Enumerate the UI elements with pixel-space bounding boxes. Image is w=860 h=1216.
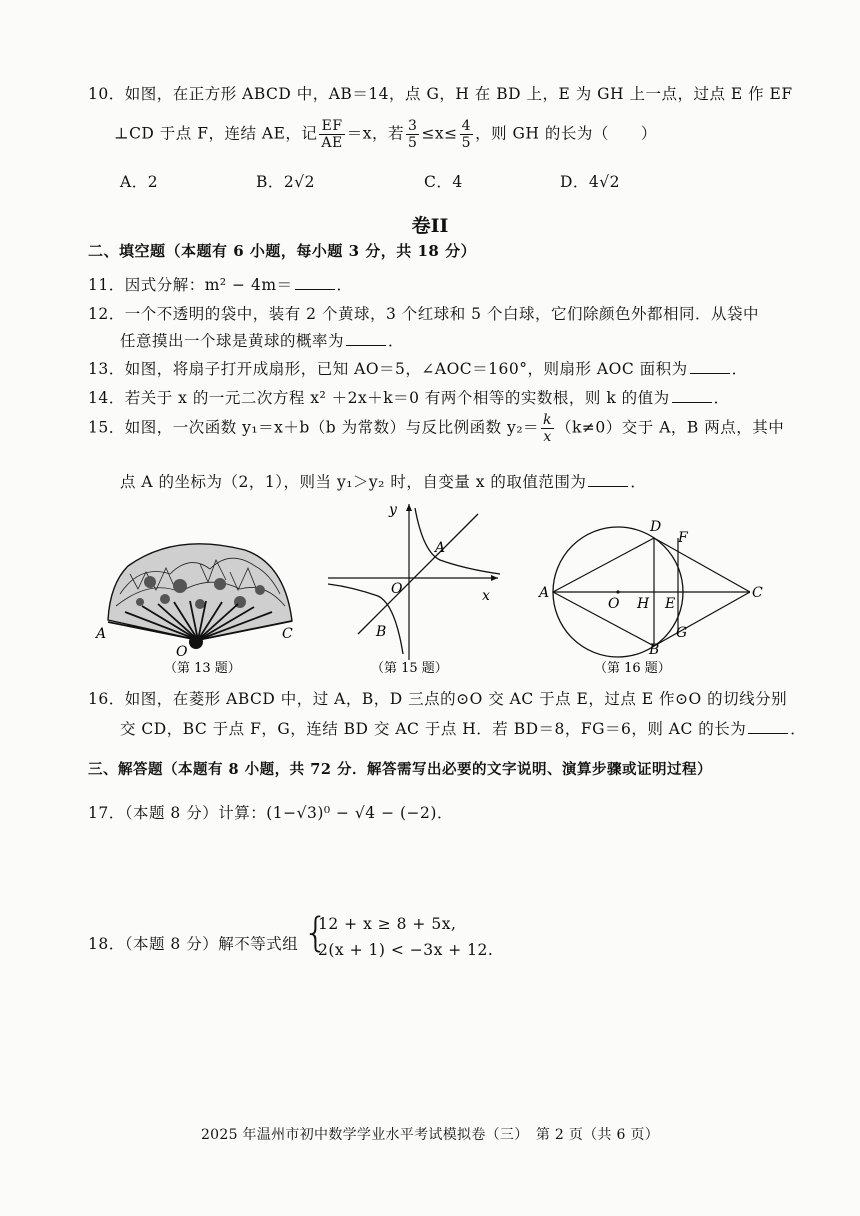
q10-option-c: C．4 (424, 173, 463, 191)
q14-text: 14．若关于 x 的一元二次方程 x² ＋2x＋k＝0 有两个相等的实数根，则 k 的值为 (88, 389, 670, 407)
fig16-label-f: F (678, 530, 688, 546)
q11-answer-blank[interactable] (295, 275, 335, 290)
fig15-label-b: B (376, 624, 387, 640)
q13-answer-blank[interactable] (690, 359, 730, 374)
figures-row (80, 494, 800, 684)
q15-line1 (88, 412, 784, 445)
q10-option-d: D．4√2 (560, 173, 621, 191)
q15-line2-text: 点 A 的坐标为（2，1），则当 y₁＞y₂ 时，自变量 x 的取值范围为 (120, 473, 587, 491)
q10-frac-ef (319, 118, 344, 151)
fig15-label-y: y (389, 502, 397, 518)
q16-line2-text: 交 CD，BC 于点 F，G，连结 BD 交 AC 于点 H．若 BD＝8，FG＝6，则 AC 的长为 (120, 720, 747, 738)
q18-brace: { (303, 910, 329, 956)
q15-frac (541, 412, 554, 445)
q11 (88, 273, 353, 295)
q10-frac-hi-num: 4 (461, 118, 472, 134)
q15-line1-post: （k≠0）交于 A，B 两点，其中 (556, 418, 785, 437)
fig16-label-g: G (676, 625, 688, 641)
q10-frac-ef-den: AE (321, 135, 343, 151)
q10-eq-x: ＝x，若 (346, 124, 405, 143)
q16-answer-blank[interactable] (748, 719, 788, 734)
q16-post: ． (790, 720, 807, 738)
fig15-caption: （第 15 题） (371, 661, 448, 676)
circle-rhombus-figure (537, 519, 763, 676)
fig15-label-x: x (482, 588, 490, 604)
function-graph-figure (328, 502, 500, 676)
part2-heading: 二、填空题（本题有 6 小题，每小题 3 分，共 18 分） (88, 242, 477, 260)
fig16-label-o: O (608, 596, 620, 612)
q18-label: 18．（本题 8 分）解不等式组 (88, 935, 299, 953)
q18-ineq1: 12 + x ≥ 8 + 5x, (318, 915, 457, 933)
section-title: 卷II (411, 215, 449, 237)
fan-pivot (189, 635, 203, 649)
fig16-label-d: D (650, 519, 662, 535)
q16-line1: 16．如图，在菱形 ABCD 中，过 A，B，D 三点的⊙O 交 AC 于点 E，过点 E 作⊙O 的切线分别 (88, 690, 788, 708)
q10-line2 (114, 118, 657, 151)
q10-frac-ef-num: EF (319, 118, 344, 135)
q10-frac-lo-num: 3 (408, 118, 418, 134)
q12-line2 (120, 329, 404, 351)
q10-option-b: B．2√2 (256, 173, 315, 191)
q14-answer-blank[interactable] (672, 388, 712, 403)
q10-line2-pre: ⊥CD 于点 F，连结 AE，记 (114, 124, 318, 143)
q18-ineq2: 2(x + 1) < −3x + 12. (318, 941, 494, 959)
fig13-label-a: A (96, 626, 107, 642)
q16-line2 (120, 717, 806, 739)
q14-post: ． (713, 389, 730, 407)
page-footer: 2025 年温州市初中数学学业水平考试模拟卷（三） 第 2 页（共 6 页） (200, 1127, 660, 1143)
q12-line2-text: 任意摸出一个球是黄球的概率为 (120, 332, 345, 350)
q15-post: ． (630, 473, 647, 491)
fig16-label-e: E (665, 596, 676, 612)
q15-frac-num: k (543, 412, 553, 428)
part3-heading: 三、解答题（本题有 8 小题，共 72 分．解答需写出必要的文字说明、演算步骤或证明过程） (88, 761, 712, 778)
q10-range: ≤x≤ (421, 124, 458, 143)
q10-frac-lo-den: 5 (408, 135, 418, 151)
q12-line1: 12．一个不透明的袋中，装有 2 个黄球，3 个红球和 5 个白球，它们除颜色外都相同．从袋中 (88, 305, 759, 323)
fig13-label-c: C (282, 626, 293, 642)
fig16-label-c: C (752, 585, 763, 601)
fig16-caption: （第 16 题） (594, 661, 671, 676)
q15-frac-den: x (543, 429, 552, 445)
fig16-label-h: H (637, 596, 650, 612)
fan-figure (94, 544, 293, 676)
q12-answer-blank[interactable] (346, 331, 386, 346)
fig16-label-b: B (649, 642, 660, 658)
q14 (88, 386, 730, 408)
fig16-label-a: A (539, 585, 550, 601)
fig13-label-o: O (176, 644, 188, 660)
q15-line1-pre: 15．如图，一次函数 y₁＝x＋b（b 为常数）与反比例函数 y₂＝ (88, 418, 540, 437)
q17: 17．（本题 8 分）计算：(1−√3)⁰ − √4 − (−2)． (88, 804, 453, 822)
q13-post: ． (731, 360, 748, 378)
fig15-label-a: A (435, 540, 446, 556)
q12-post: ． (388, 332, 405, 350)
q15-line2 (120, 470, 646, 492)
q13 (88, 357, 748, 379)
q10-line1: 10．如图，在正方形 ABCD 中，AB＝14，点 G，H 在 BD 上，E 为 GH 上一点，过点 E 作 EF (88, 85, 793, 103)
q13-text: 13．如图，将扇子打开成扇形，已知 AO＝5，∠AOC＝160°，则扇形 AOC 面积为 (88, 360, 688, 378)
fig15-label-o: O (391, 581, 403, 597)
q10-option-a: A．2 (120, 173, 159, 191)
q10-line2-post: ，则 GH 的长为（ ） (475, 124, 657, 143)
fig13-caption: （第 13 题） (164, 661, 241, 676)
q11-text: 11．因式分解：m² − 4m＝ (88, 276, 293, 294)
q10-frac-lo (406, 118, 419, 151)
q15-answer-blank[interactable] (588, 472, 628, 487)
q10-frac-hi (460, 118, 473, 151)
q10-frac-hi-den: 5 (461, 135, 472, 151)
q11-post: ． (336, 276, 353, 294)
